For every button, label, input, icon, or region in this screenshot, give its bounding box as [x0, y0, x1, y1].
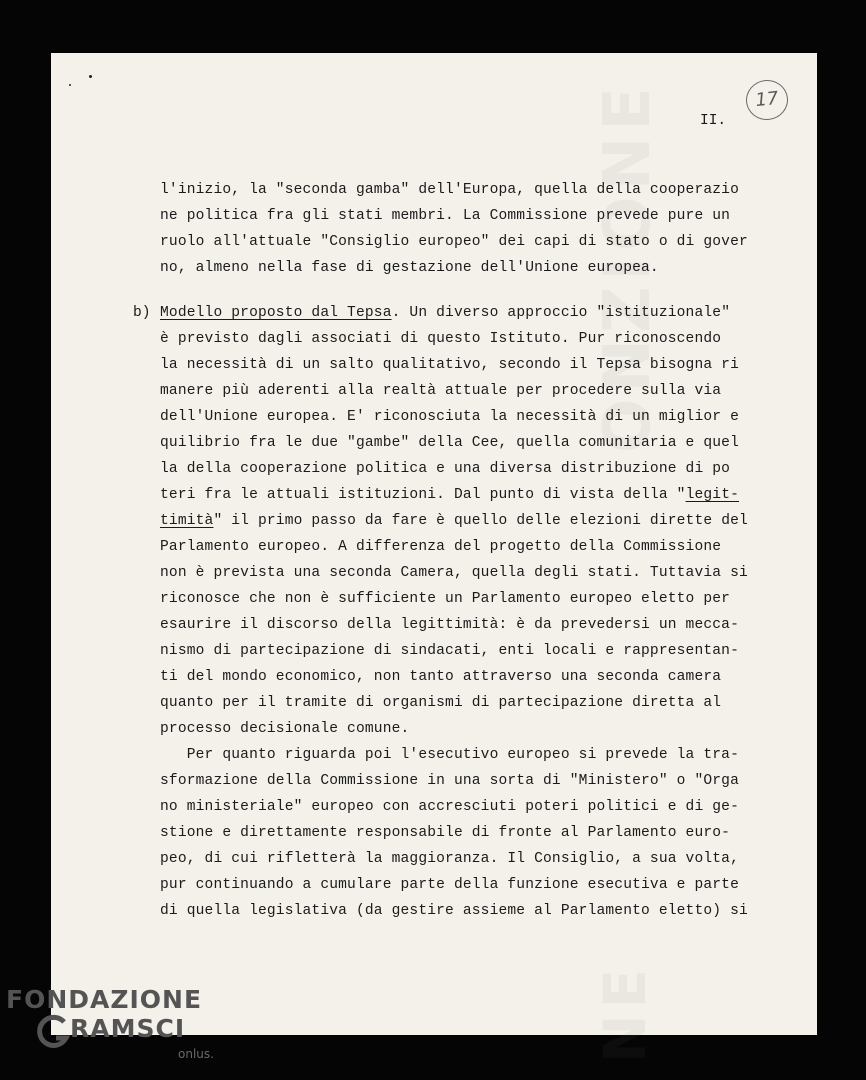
text-line: esaurire il discorso della legittimità: è da prevedersi un mecca-: [160, 617, 739, 633]
roman-page-number: II.: [700, 113, 727, 129]
archive-logo-line2: RAMSCI: [70, 1014, 186, 1043]
text-line: quanto per il tramite di organismi di partecipazione diretta al: [160, 695, 722, 711]
text-line: no ministeriale" europeo con accresciuti poteri politici e di ge-: [160, 799, 739, 815]
list-label: b): [133, 305, 151, 321]
text-line: è previsto dagli associati di questo Istituto. Pur riconoscendo: [160, 331, 722, 347]
text-line: [160, 303, 730, 323]
text-line: sformazione della Commissione in una sorta di "Ministero" o "Orga: [160, 773, 739, 789]
text-line: [160, 485, 739, 505]
text-line: la della cooperazione politica e una diversa distribuzione di po: [160, 461, 731, 477]
watermark-bottom: NE: [591, 962, 659, 1063]
text-line: quilibrio fra le due "gambe" della Cee, quella comunitaria e quel: [160, 435, 739, 451]
text-line: l'inizio, la "seconda gamba" dell'Europa, quella della cooperazio: [160, 182, 739, 198]
underlined-word: timità: [160, 513, 214, 529]
text-line: peo, di cui rifletterà la maggioranza. Il Consiglio, a sua volta,: [160, 851, 739, 867]
text-line: ruolo all'attuale "Consiglio europeo" dei capi di stato o di gover: [160, 234, 748, 250]
text-line: riconosce che non è sufficiente un Parlamento europeo eletto per: [160, 591, 731, 607]
text-line: manere più aderenti alla realtà attuale per procedere sulla via: [160, 383, 722, 399]
text-line: pur continuando a cumulare parte della funzione esecutiva e parte: [160, 877, 739, 893]
text-line: di quella legislativa (da gestire assieme al Parlamento eletto) si: [160, 903, 748, 919]
archive-logo-line1: FONDAZIONE: [6, 985, 203, 1014]
text-line: Per quanto riguarda poi l'esecutivo europeo si prevede la tra-: [160, 747, 739, 763]
text-line: [160, 511, 748, 531]
text-line: non è prevista una seconda Camera, quella degli stati. Tuttavia si: [160, 565, 748, 581]
gramsci-g-icon: [34, 1012, 74, 1052]
text-line: dell'Unione europea. E' riconosciuta la necessità di un miglior e: [160, 409, 739, 425]
underlined-word: legit-: [685, 487, 740, 503]
text-line: ne politica fra gli stati membri. La Commissione prevede pure un: [160, 208, 731, 224]
paper-speck: [69, 84, 71, 86]
text-line: la necessità di un salto qualitativo, secondo il Tepsa bisogna ri: [160, 357, 739, 373]
text-line: nismo di partecipazione di sindacati, enti locali e rappresentan-: [160, 643, 739, 659]
text-line: stione e direttamente responsabile di fronte al Parlamento euro-: [160, 825, 731, 841]
watermark: ONZIONE: [591, 81, 665, 453]
text-line: processo decisionale comune.: [160, 721, 410, 737]
archive-logo-suffix: onlus.: [178, 1047, 214, 1061]
text-line: no, almeno nella fase di gestazione dell'Unione europea.: [160, 260, 659, 276]
section-title: Modello proposto dal Tepsa: [160, 305, 392, 321]
text-span: teri fra le attuali istituzioni. Dal punto di vista della ": [160, 487, 686, 503]
paper-speck: [89, 75, 92, 78]
text-line: Parlamento europeo. A differenza del progetto della Commissione: [160, 539, 722, 555]
text-span: . Un diverso approccio "istituzionale": [391, 305, 731, 321]
text-line: ti del mondo economico, non tanto attraverso una seconda camera: [160, 669, 722, 685]
handwritten-page-number: 17: [744, 78, 790, 122]
text-span: " il primo passo da fare è quello delle elezioni dirette del: [213, 513, 748, 529]
